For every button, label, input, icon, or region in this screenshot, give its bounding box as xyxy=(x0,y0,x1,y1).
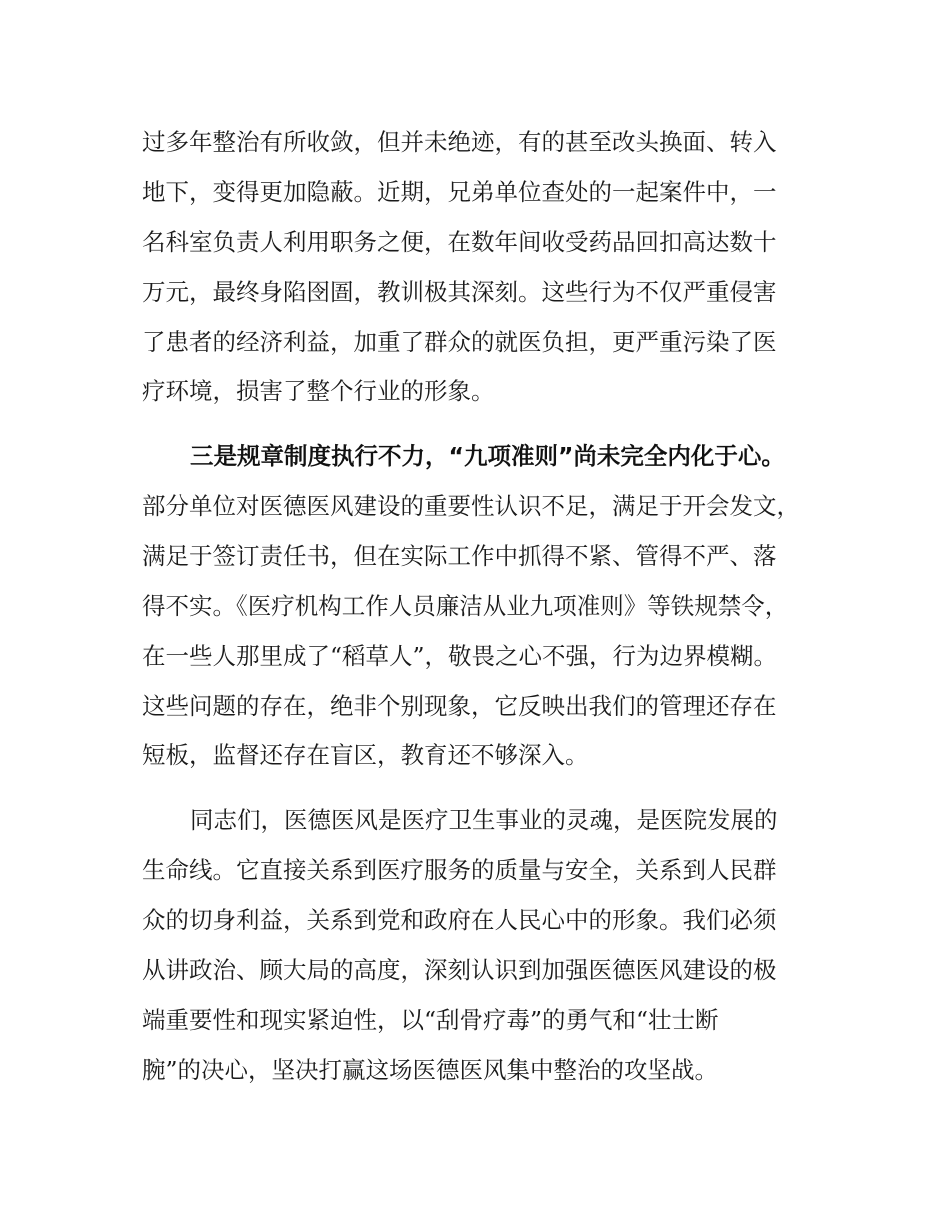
paragraph-1-line-6: 疗环境，损害了整个行业的形象。 xyxy=(142,377,495,405)
paragraph-3-line-5: 端重要性和现实紧迫性，以“刮骨疗毒”的勇气和“壮士断 xyxy=(142,1006,719,1034)
paragraph-3-line-2: 生命线。它直接关系到医疗服务的质量与安全，关系到人民群 xyxy=(142,856,777,884)
paragraph-3-line-1: 同志们，医德医风是医疗卫生事业的灵魂，是医院发展的 xyxy=(190,806,778,834)
paragraph-2-line-5: 这些问题的存在，绝非个别现象，它反映出我们的管理还存在 xyxy=(142,692,777,720)
paragraph-1-line-1: 过多年整治有所收敛，但并未绝迹，有的甚至改头换面、转入 xyxy=(142,128,777,156)
paragraph-2-line-6: 短板，监督还存在盲区，教育还不够深入。 xyxy=(142,741,589,769)
paragraph-1-line-4: 万元，最终身陷囹圄，教训极其深刻。这些行为不仅严重侵害 xyxy=(142,278,777,306)
paragraph-1-line-3: 名科室负责人利用职务之便，在数年间收受药品回扣高达数十 xyxy=(142,228,777,256)
paragraph-3-line-6: 腕”的决心，坚决打赢这场医德医风集中整治的攻坚战。 xyxy=(142,1056,719,1084)
paragraph-2-line-1: 部分单位对医德医风建设的重要性认识不足，满足于开会发文， xyxy=(142,492,800,520)
paragraph-2-line-2: 满足于签订责任书，但在实际工作中抓得不紧、管得不严、落 xyxy=(142,542,777,570)
paragraph-2-line-3: 得不实。《医疗机构工作人员廉洁从业九项准则》等铁规禁令， xyxy=(142,592,789,620)
paragraph-2-line-4: 在一些人那里成了“稻草人”，敬畏之心不强，行为边界模糊。 xyxy=(142,642,778,670)
paragraph-2-heading: 三是规章制度执行不力，“九项准则”尚未完全内化于心。 xyxy=(190,442,785,470)
paragraph-1-line-5: 了患者的经济利益，加重了群众的就医负担，更严重污染了医 xyxy=(142,328,777,356)
paragraph-3-line-4: 从讲政治、顾大局的高度，深刻认识到加强医德医风建设的极 xyxy=(142,956,777,984)
paragraph-3-line-3: 众的切身利益，关系到党和政府在人民心中的形象。我们必须 xyxy=(142,906,777,934)
paragraph-1-line-2: 地下，变得更加隐蔽。近期，兄弟单位查处的一起案件中，一 xyxy=(142,178,777,206)
